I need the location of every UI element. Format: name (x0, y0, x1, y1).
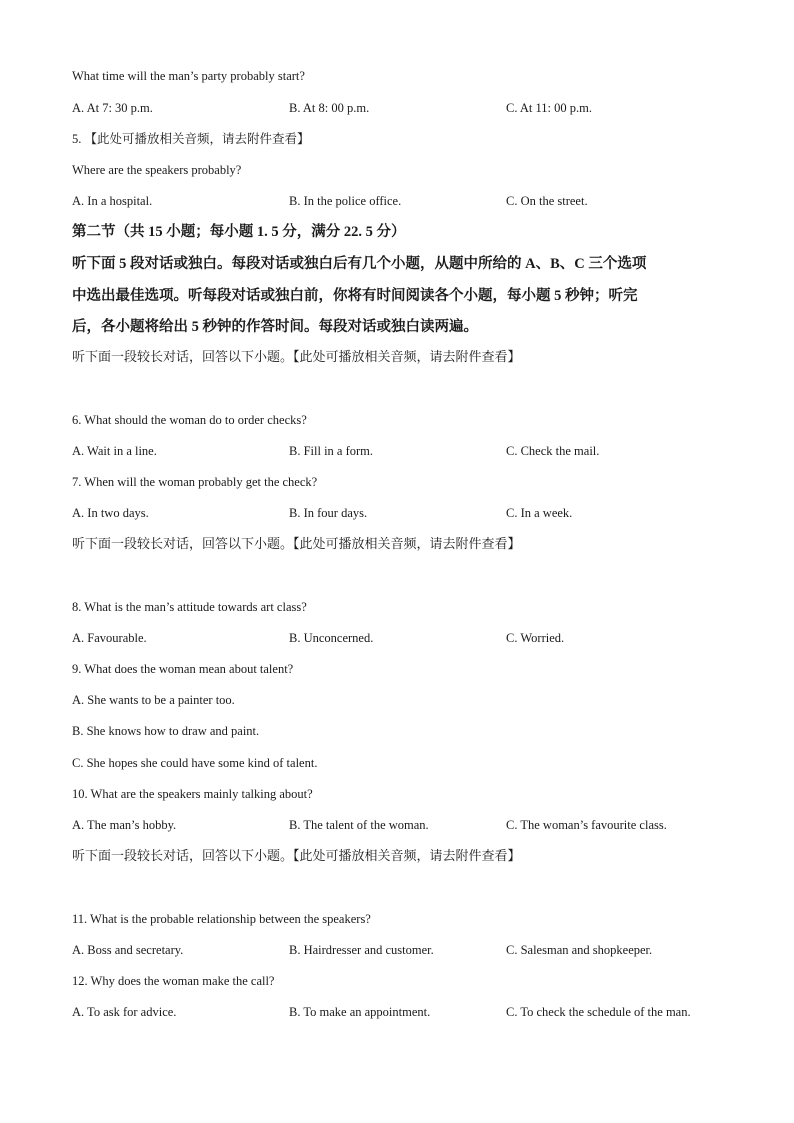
q8-question: 8. What is the man’s attitude towards art class? (72, 600, 307, 614)
audio-instruction-2: 听下面一段较长对话，回答以下小题。【此处可播放相关音频，请去附件查看】 (72, 536, 521, 551)
q6-question: 6. What should the woman do to order checks? (72, 413, 307, 427)
q12-option-b: B. To make an appointment. (289, 1005, 431, 1019)
q10-option-b: B. The talent of the woman. (289, 818, 429, 832)
q12-option-c: C. To check the schedule of the man. (506, 1005, 691, 1019)
q8-option-c: C. Worried. (506, 631, 565, 645)
q5-option-b: B. In the police office. (289, 194, 402, 208)
q4-option-b: B. At 8: 00 p.m. (289, 101, 370, 115)
q5-option-a: A. In a hospital. (72, 194, 153, 208)
audio-instruction-1: 听下面一段较长对话，回答以下小题。【此处可播放相关音频，请去附件查看】 (72, 349, 521, 364)
q10-option-a: A. The man’s hobby. (72, 818, 177, 832)
section2-directions-line3: 后，各小题将给出 5 秒钟的作答时间。每段对话或独白读两遍。 (72, 319, 478, 335)
q11-option-a: A. Boss and secretary. (72, 943, 184, 957)
q12-question: 12. Why does the woman make the call? (72, 974, 275, 988)
q7-question: 7. When will the woman probably get the check? (72, 475, 318, 489)
q5-option-c: C. On the street. (506, 194, 588, 208)
q4-option-a: A. At 7: 30 p.m. (72, 101, 153, 115)
q9-question: 9. What does the woman mean about talent? (72, 662, 294, 676)
section2-directions-line1: 听下面 5 段对话或独白。每段对话或独白后有几个小题，从题中所给的 A、B、C 三个选项 (72, 256, 647, 272)
q12-option-a: A. To ask for advice. (72, 1005, 177, 1019)
q6-option-a: A. Wait in a line. (72, 444, 157, 458)
q10-question: 10. What are the speakers mainly talking about? (72, 787, 313, 801)
section2-title: 第二节（共 15 小题；每小题 1. 5 分，满分 22. 5 分） (72, 224, 406, 240)
q6-option-b: B. Fill in a form. (289, 444, 374, 458)
q11-question: 11. What is the probable relationship between the speakers? (72, 912, 371, 926)
q11-option-c: C. Salesman and shopkeeper. (506, 943, 653, 957)
q6-option-c: C. Check the mail. (506, 444, 600, 458)
q7-option-c: C. In a week. (506, 506, 573, 520)
q5-header: 5. 【此处可播放相关音频，请去附件查看】 (72, 132, 310, 146)
audio-instruction-3: 听下面一段较长对话，回答以下小题。【此处可播放相关音频，请去附件查看】 (72, 848, 521, 863)
q9-option-b: B. She knows how to draw and paint. (72, 724, 260, 738)
q5-question: Where are the speakers probably? (72, 163, 242, 177)
q11-option-b: B. Hairdresser and customer. (289, 943, 434, 957)
q4-question: What time will the man’s party probably start? (72, 69, 305, 83)
q9-option-a: A. She wants to be a painter too. (72, 693, 235, 707)
q8-option-b: B. Unconcerned. (289, 631, 374, 645)
q9-option-c: C. She hopes she could have some kind of talent. (72, 756, 318, 770)
q8-option-a: A. Favourable. (72, 631, 147, 645)
q10-option-c: C. The woman’s favourite class. (506, 818, 667, 832)
section2-directions-line2: 中选出最佳选项。听每段对话或独白前，你将有时间阅读各个小题，每小题 5 秒钟；听完 (72, 288, 638, 304)
q7-option-a: A. In two days. (72, 506, 149, 520)
q7-option-b: B. In four days. (289, 506, 368, 520)
q4-option-c: C. At 11: 00 p.m. (506, 101, 593, 115)
